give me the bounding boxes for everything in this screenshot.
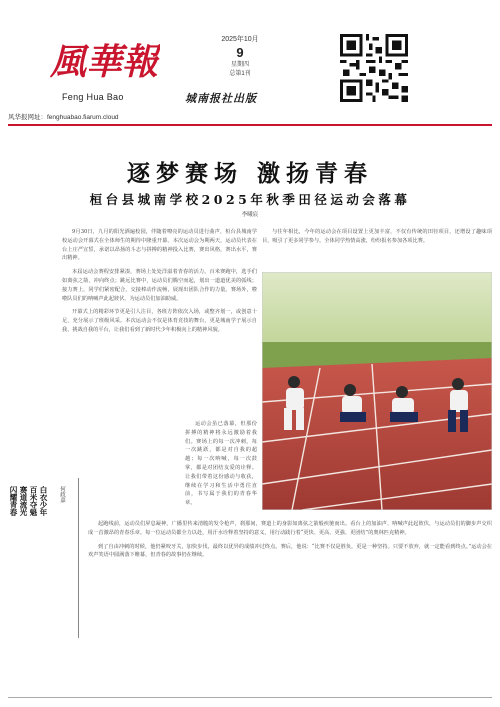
paragraph: 开幕式上的精彩环节更是引人注目，各班方阵依次入场，或整齐划一，或创意十足，充分展示了班级风采。本次运动会不仅是体育竞技的舞台，更是城南学子展示自我、挑战自我的平台，让我们看到了新时代少年积极向上的精神风貌。 [62,309,257,333]
masthead-divider [8,124,492,126]
paragraph: 本届运动会赛程安排紧凑，赛场上处处洋溢着青春的活力。百米赛跑中，选手们如离弦之箭，冲向终点；跳远比赛中，运动员们腾空而起，划出一道道优美的弧线；接力赛上，同学们紧密配合，交接棒动作流畅，展现出团队合作的力量。赛场外，啦啦队员们的呐喊声此起彼伏，为运动员们加油助威。 [62,269,257,302]
subheadline: 桓台县城南学校2025年秋季田径运动会落幕 [89,192,411,207]
logo-english: Feng Hua Bao [62,92,124,102]
side-title-line: 闪耀青春 [9,486,18,516]
paragraph: 与往年相比，今年的运动会在项目设置上更加丰富，不仅有传统的田径项目，还增设了趣味项目，吸引了更多同学参与。全体同学热情高涨，纷纷报名参加各项比赛。 [262,229,492,244]
article-column-1 [62,228,257,335]
side-title-line: 百米夺魁 [29,486,38,516]
date-block [212,34,268,79]
side-title-line: 赛道流光 [19,486,28,516]
publisher: 城南报社出版 [185,92,257,105]
date-day: 9 [236,45,244,60]
side-title-line: 白衣少年 [39,486,48,516]
logo-text: 風華報 [50,41,159,83]
side-divider [78,478,79,638]
page-bottom-rule [8,697,492,698]
headline: 逐梦赛场 激扬青春 [126,161,373,187]
paragraph: 到了自由冲刺的时候，他仍紧咬牙关，加快步伐，最终以优异的成绩冲过终点。赛后，他说：“比赛不仅是胜负，更是一种坚持。只要不放弃，就一定能看到终点。”运动会在欢声笑语中圆满落下帷幕，但青春的故事仍在继续。 [88,543,492,559]
date-year-month: 2025年10月 [221,36,259,43]
issue-number: 总第1刊 [229,71,251,77]
feng-hua-bao-logo [50,32,160,84]
article-column-2-side [185,420,257,508]
track-race-photo [262,272,492,510]
paragraph: 运动会虽已落幕，但那份拼搏的精神将永远激励着我们。赛场上的每一次冲刺，每一次跳跃，都是对自我的超越；每一次呐喊，每一次鼓掌，都是对团结友爱的诠释。让我们带着这份感动与收获，继续在学习和生活中勇往直前，书写属于我们的青春华章。 [185,421,257,507]
side-article-title [9,486,48,516]
article-column-2-top [262,228,492,246]
website-line [8,112,119,121]
bottom-article [88,520,492,560]
paragraph: 9月30日，九月的阳光洒遍校园，伴随着嘹亮的运动员进行曲声，桓台县城南学校运动会开幕式在全体师生的期待中隆重开幕。本次运动会为期两天，运动员代表在台上庄严宣誓，承诺以昂扬的斗志与拼搏的精神投入比赛，赛出风格，赛出水平，赛出精神。 [62,229,257,262]
side-article-author: 何政嘉 [59,486,65,503]
weekday: 星期四 [230,62,249,68]
paragraph: 起跑线前，运动员们屏息凝神，广播里传来清脆的发令枪声，刹那间，赛道上的身影如离弦之箭般疾驰而出。看台上的加油声、呐喊声此起彼伏，与运动员们的脚步声交织成一首激昂的青春乐章。每一位运动员都全力以赴，用汗水诠释着坚持的意义，用行动践行着“更快、更高、更强、更团结”的奥林匹克精神。 [88,521,492,536]
qr-code-icon[interactable] [340,34,408,102]
website-label: 风华报网址： [8,114,47,121]
byline: 李曦宸 [241,212,259,218]
website-url[interactable]: fenghuabao.fiarum.cloud [47,114,119,121]
